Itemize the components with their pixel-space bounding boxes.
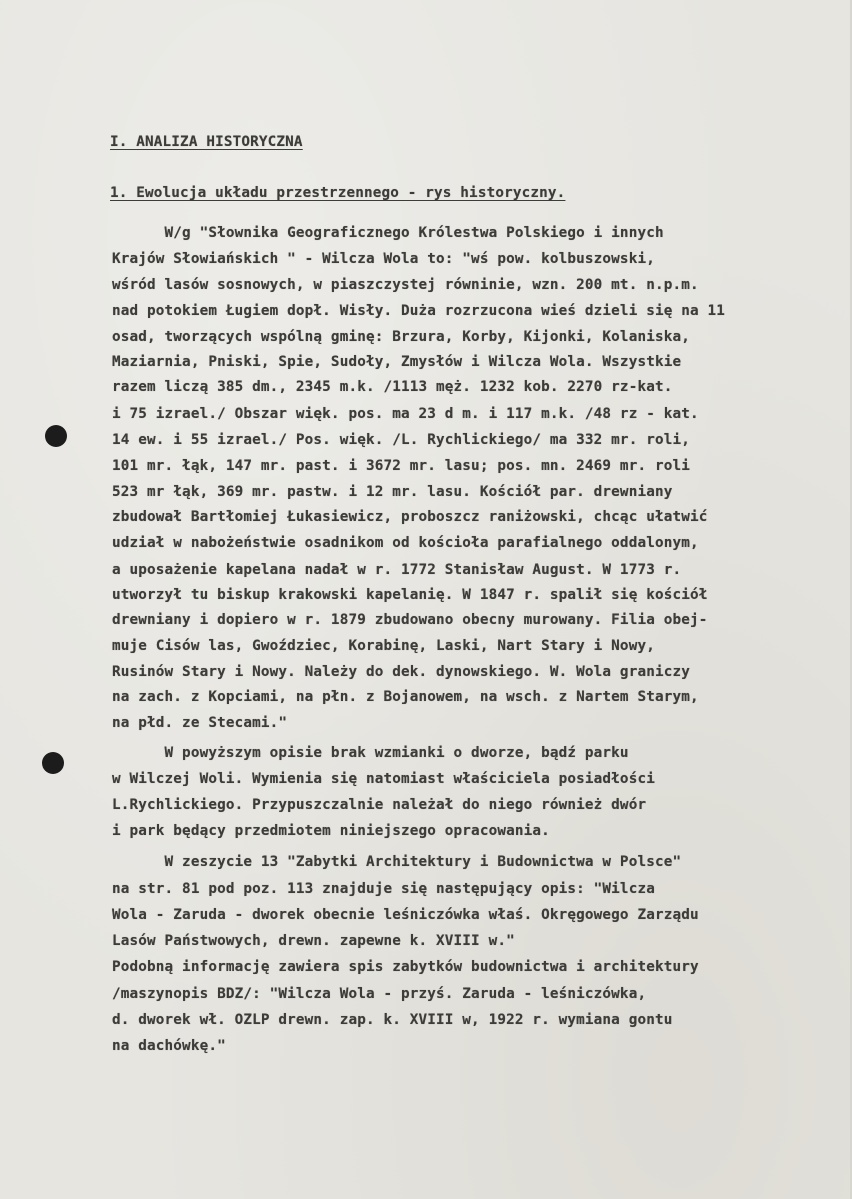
punch-hole [45,425,67,447]
text-line: Maziarnia, Pniski, Spie, Sudoły, Zmysłów i Wilcza Wola. Wszystkie [112,354,682,370]
text-line: muje Cisów las, Gwoździec, Korabinę, Laski, Nart Stary i Nowy, [112,638,655,654]
text-line: d. dworek wł. OZLP drewn. zap. k. XVIII w, 1922 r. wymiana gontu [112,1012,673,1028]
text-line: Rusinów Stary i Nowy. Należy do dek. dynowskiego. W. Wola graniczy [112,664,690,680]
text-line: a uposażenie kapelana nadał w r. 1772 Stanisław August. W 1773 r. [112,562,682,578]
text-line: wśród lasów sosnowych, w piaszczystej równinie, wzn. 200 mt. n.p.m. [112,277,699,293]
text-line: osad, tworzących wspólną gminę: Brzura, Korby, Kijonki, Kolaniska, [112,329,690,345]
subsection-heading: 1. Ewolucja układu przestrzennego - rys historyczny. [110,185,566,201]
text-line: L.Rychlickiego. Przypuszczalnie należał do niego również dwór [112,797,647,813]
text-line: W/g "Słownika Geograficznego Królestwa Polskiego i innych [112,225,664,241]
punch-hole [42,752,64,774]
text-line: W powyższym opisie brak wzmianki o dworze, bądź parku [112,745,629,761]
section-heading: I. ANALIZA HISTORYCZNA [110,134,303,150]
text-line: zbudował Bartłomiej Łukasiewicz, proboszcz raniżowski, chcąc ułatwić [112,509,708,525]
text-line: i park będący przedmiotem niniejszego opracowania. [112,823,550,839]
text-line: utworzył tu biskup krakowski kapelanię. W 1847 r. spalił się kościół [112,587,708,603]
text-line: razem liczą 385 dm., 2345 m.k. /1113 męż. 1232 kob. 2270 rz-kat. [112,379,673,395]
text-line: i 75 izrael./ Obszar więk. pos. ma 23 d m. i 117 m.k. /48 rz - kat. [112,406,699,422]
text-line: na zach. z Kopciami, na płn. z Bojanowem, na wsch. z Nartem Starym, [112,689,699,705]
text-line: udział w nabożeństwie osadnikom od kościoła parafialnego oddalonym, [112,535,699,551]
text-line: /maszynopis BDZ/: "Wilcza Wola - przyś. Zaruda - leśniczówka, [112,986,647,1002]
text-line: Podobną informację zawiera spis zabytków budownictwa i architektury [112,959,699,975]
text-line: Wola - Zaruda - dworek obecnie leśniczówka właś. Okręgowego Zarządu [112,907,699,923]
text-line: 14 ew. i 55 izrael./ Pos. więk. /L. Rychlickiego/ ma 332 mr. roli, [112,432,690,448]
text-line: W zeszycie 13 "Zabytki Architektury i Budownictwa w Polsce" [112,854,682,870]
text-line: 523 mr łąk, 369 mr. pastw. i 12 mr. lasu. Kościół par. drewniany [112,484,673,500]
text-line: w Wilczej Woli. Wymienia się natomiast właściciela posiadłości [112,771,655,787]
text-line: Krajów Słowiańskich " - Wilcza Wola to: "wś pow. kolbuszowski, [112,251,655,267]
text-line: drewniany i dopiero w r. 1879 zbudowano obecny murowany. Filia obej- [112,612,708,628]
text-line: na str. 81 pod poz. 113 znajduje się następujący opis: "Wilcza [112,881,655,897]
text-line: na płd. ze Stecami." [112,715,288,731]
text-line: Lasów Państwowych, drewn. zapewne k. XVIII w." [112,933,515,949]
text-line: 101 mr. łąk, 147 mr. past. i 3672 mr. lasu; pos. mn. 2469 mr. roli [112,458,690,474]
text-line: na dachówkę." [112,1038,226,1054]
text-line: nad potokiem Ługiem dopł. Wisły. Duża rozrzucona wieś dzieli się na 11 [112,303,726,319]
